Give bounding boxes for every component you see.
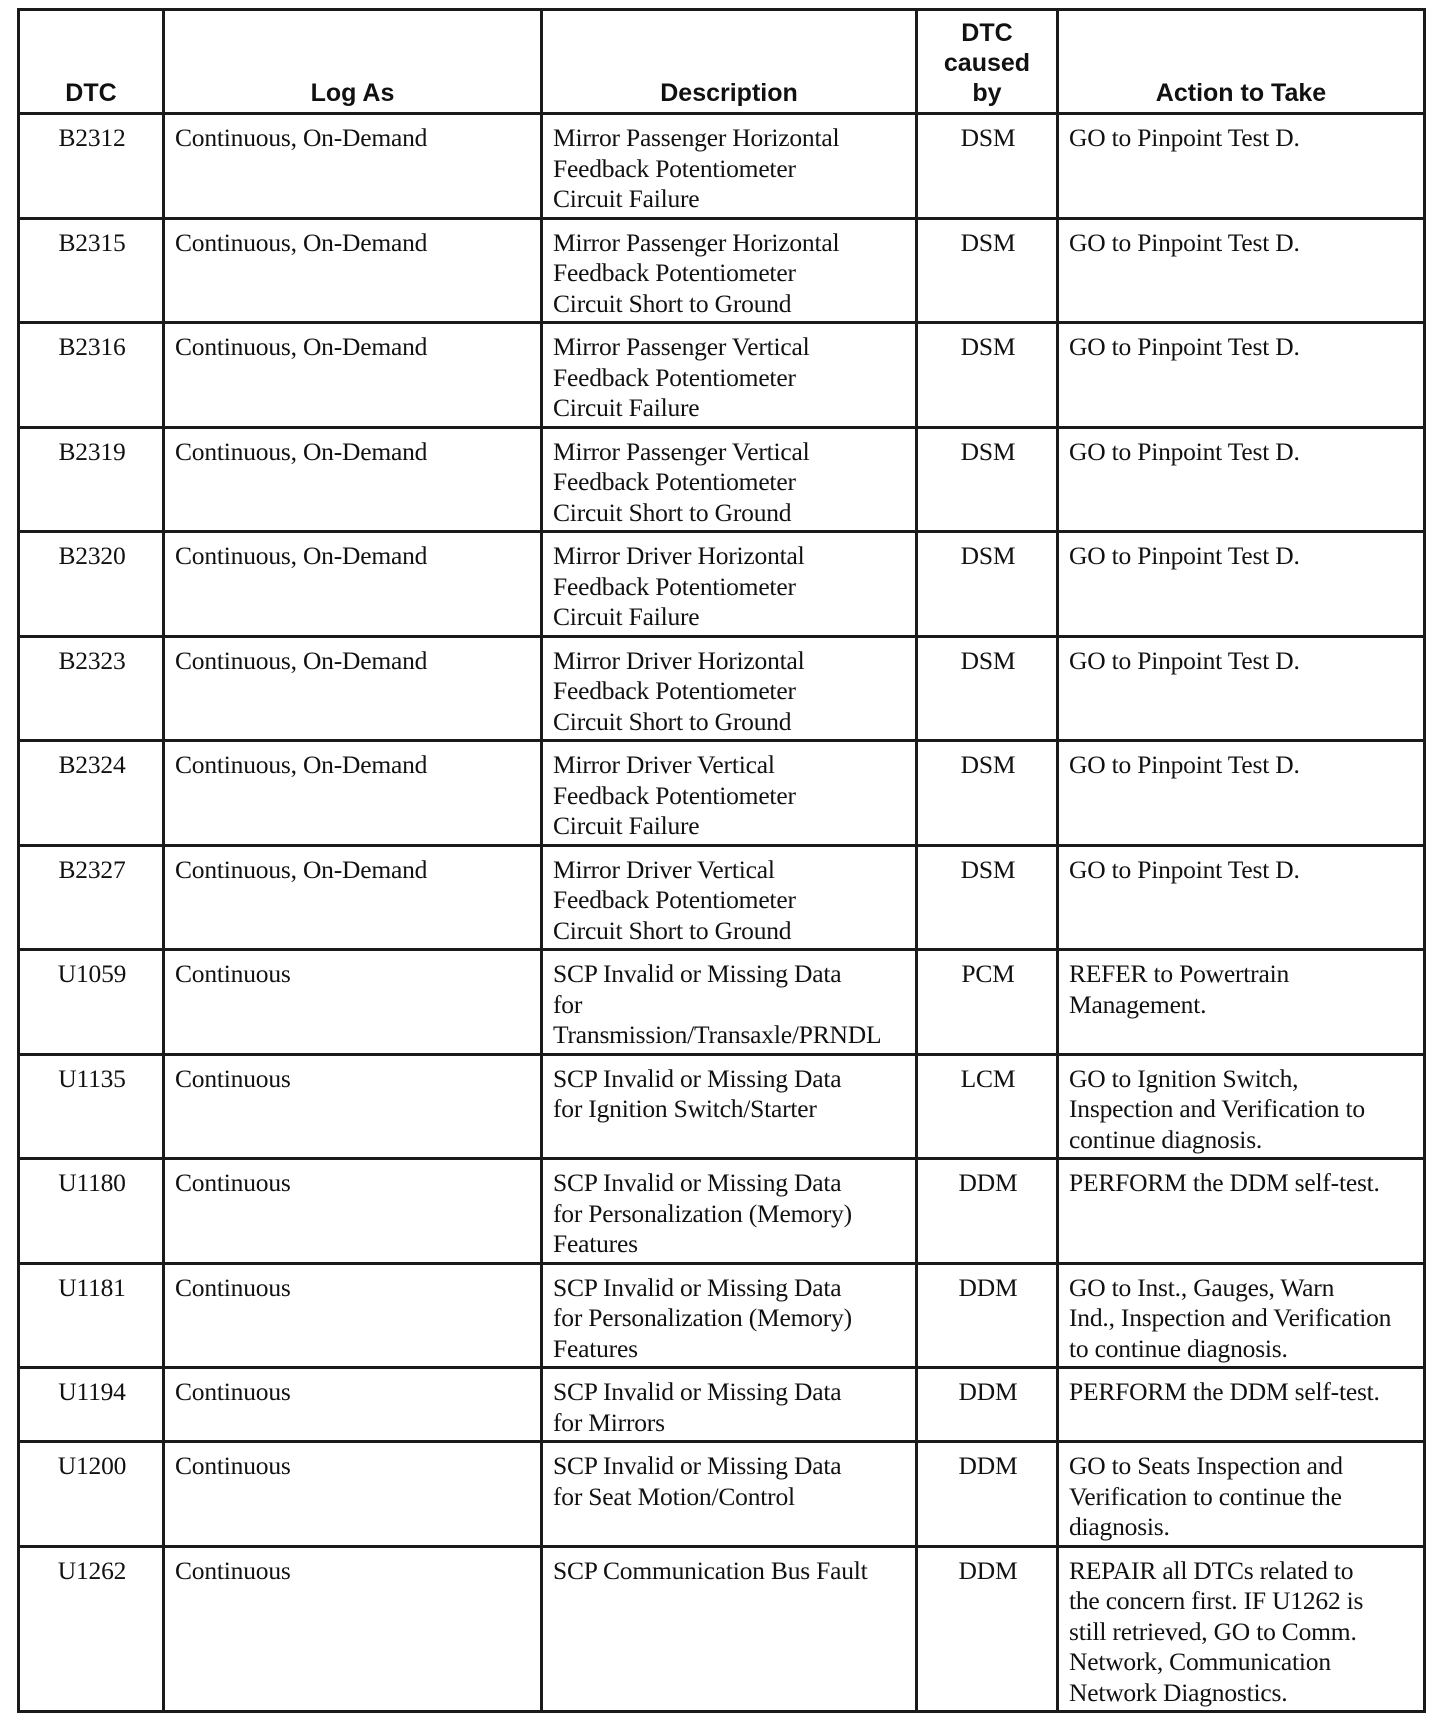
header-log-as: Log As (164, 10, 542, 114)
header-caused-by-line3: by (972, 79, 1002, 107)
cell-description: SCP Invalid or Missing Data for Mirrors (542, 1368, 917, 1442)
cell-log-as: Continuous (164, 1442, 542, 1547)
cell-description: SCP Invalid or Missing Data for Seat Motion/Control (542, 1442, 917, 1547)
cell-description: Mirror Passenger Horizontal Feedback Potentiometer Circuit Short to Ground (542, 218, 917, 323)
cell-action: GO to Pinpoint Test D. (1058, 427, 1425, 532)
cell-action: GO to Pinpoint Test D. (1058, 532, 1425, 637)
cell-caused-by: DDM (917, 1159, 1058, 1264)
cell-description: Mirror Driver Horizontal Feedback Potentiometer Circuit Short to Ground (542, 636, 917, 741)
header-caused-by-line1: DTC (961, 19, 1013, 47)
table-row (19, 845, 1425, 950)
cell-log-as: Continuous (164, 1159, 542, 1264)
cell-dtc: B2320 (19, 532, 164, 637)
cell-action: GO to Seats Inspection and Verification to continue the diagnosis. (1058, 1442, 1425, 1547)
cell-description: SCP Invalid or Missing Data for Personalization (Memory) Features (542, 1159, 917, 1264)
table-row (19, 1263, 1425, 1368)
cell-dtc: B2315 (19, 218, 164, 323)
table-row (19, 218, 1425, 323)
cell-action: GO to Pinpoint Test D. (1058, 323, 1425, 428)
cell-log-as: Continuous, On-Demand (164, 532, 542, 637)
cell-caused-by: DSM (917, 323, 1058, 428)
cell-dtc: B2319 (19, 427, 164, 532)
cell-log-as: Continuous, On-Demand (164, 218, 542, 323)
cell-dtc: B2316 (19, 323, 164, 428)
cell-description: SCP Invalid or Missing Data for Ignition Switch/Starter (542, 1054, 917, 1159)
header-action: Action to Take (1058, 10, 1425, 114)
cell-action: GO to Pinpoint Test D. (1058, 845, 1425, 950)
cell-dtc: U1059 (19, 950, 164, 1055)
header-caused-by-line2: caused (943, 49, 1031, 77)
cell-log-as: Continuous, On-Demand (164, 427, 542, 532)
header-caused-by (917, 10, 1058, 114)
header-description: Description (542, 10, 917, 114)
cell-description: Mirror Passenger Horizontal Feedback Potentiometer Circuit Failure (542, 114, 917, 219)
cell-caused-by: DSM (917, 114, 1058, 219)
cell-caused-by: DSM (917, 636, 1058, 741)
cell-description: SCP Invalid or Missing Data for Transmission/Transaxle/PRNDL (542, 950, 917, 1055)
cell-dtc: B2312 (19, 114, 164, 219)
cell-description: SCP Invalid or Missing Data for Personalization (Memory) Features (542, 1263, 917, 1368)
cell-dtc: U1135 (19, 1054, 164, 1159)
cell-log-as: Continuous (164, 950, 542, 1055)
cell-dtc: B2327 (19, 845, 164, 950)
cell-caused-by: LCM (917, 1054, 1058, 1159)
table-row (19, 1054, 1425, 1159)
cell-description: Mirror Driver Vertical Feedback Potentiometer Circuit Failure (542, 741, 917, 846)
cell-log-as: Continuous, On-Demand (164, 636, 542, 741)
table-row (19, 1546, 1425, 1712)
table-row (19, 1442, 1425, 1547)
cell-action: GO to Pinpoint Test D. (1058, 741, 1425, 846)
cell-action: PERFORM the DDM self-test. (1058, 1159, 1425, 1264)
cell-caused-by: DSM (917, 218, 1058, 323)
cell-log-as: Continuous (164, 1054, 542, 1159)
table-row (19, 532, 1425, 637)
cell-action: GO to Ignition Switch, Inspection and Verification to continue diagnosis. (1058, 1054, 1425, 1159)
cell-caused-by: DSM (917, 845, 1058, 950)
table-row (19, 741, 1425, 846)
table-row (19, 950, 1425, 1055)
cell-action: GO to Pinpoint Test D. (1058, 636, 1425, 741)
cell-action: PERFORM the DDM self-test. (1058, 1368, 1425, 1442)
cell-caused-by: DSM (917, 532, 1058, 637)
table-row (19, 636, 1425, 741)
cell-log-as: Continuous (164, 1263, 542, 1368)
cell-caused-by: DDM (917, 1546, 1058, 1712)
cell-description: SCP Communication Bus Fault (542, 1546, 917, 1712)
cell-log-as: Continuous, On-Demand (164, 845, 542, 950)
cell-dtc: U1200 (19, 1442, 164, 1547)
cell-log-as: Continuous, On-Demand (164, 323, 542, 428)
table-row (19, 1368, 1425, 1442)
cell-dtc: U1181 (19, 1263, 164, 1368)
cell-action: GO to Inst., Gauges, Warn Ind., Inspection and Verification to continue diagnosis. (1058, 1263, 1425, 1368)
cell-description: Mirror Passenger Vertical Feedback Potentiometer Circuit Failure (542, 323, 917, 428)
cell-dtc: U1262 (19, 1546, 164, 1712)
cell-description: Mirror Driver Horizontal Feedback Potentiometer Circuit Failure (542, 532, 917, 637)
cell-action: REFER to Powertrain Management. (1058, 950, 1425, 1055)
cell-action: GO to Pinpoint Test D. (1058, 218, 1425, 323)
cell-dtc: B2324 (19, 741, 164, 846)
table-row (19, 114, 1425, 219)
cell-caused-by: DSM (917, 741, 1058, 846)
dtc-table (17, 8, 1426, 1713)
cell-dtc: B2323 (19, 636, 164, 741)
cell-caused-by: DDM (917, 1263, 1058, 1368)
header-dtc: DTC (19, 10, 164, 114)
table-header-row (19, 10, 1425, 114)
cell-log-as: Continuous (164, 1368, 542, 1442)
cell-log-as: Continuous, On-Demand (164, 114, 542, 219)
cell-action: REPAIR all DTCs related to the concern first. IF U1262 is still retrieved, GO to Comm. Network, Communication Network Diagnostics. (1058, 1546, 1425, 1712)
table-row (19, 323, 1425, 428)
cell-description: Mirror Passenger Vertical Feedback Potentiometer Circuit Short to Ground (542, 427, 917, 532)
cell-log-as: Continuous (164, 1546, 542, 1712)
cell-caused-by: DSM (917, 427, 1058, 532)
cell-description: Mirror Driver Vertical Feedback Potentiometer Circuit Short to Ground (542, 845, 917, 950)
cell-dtc: U1194 (19, 1368, 164, 1442)
cell-log-as: Continuous, On-Demand (164, 741, 542, 846)
cell-caused-by: DDM (917, 1368, 1058, 1442)
cell-caused-by: DDM (917, 1442, 1058, 1547)
table-row (19, 427, 1425, 532)
table-row (19, 1159, 1425, 1264)
cell-dtc: U1180 (19, 1159, 164, 1264)
cell-caused-by: PCM (917, 950, 1058, 1055)
cell-action: GO to Pinpoint Test D. (1058, 114, 1425, 219)
